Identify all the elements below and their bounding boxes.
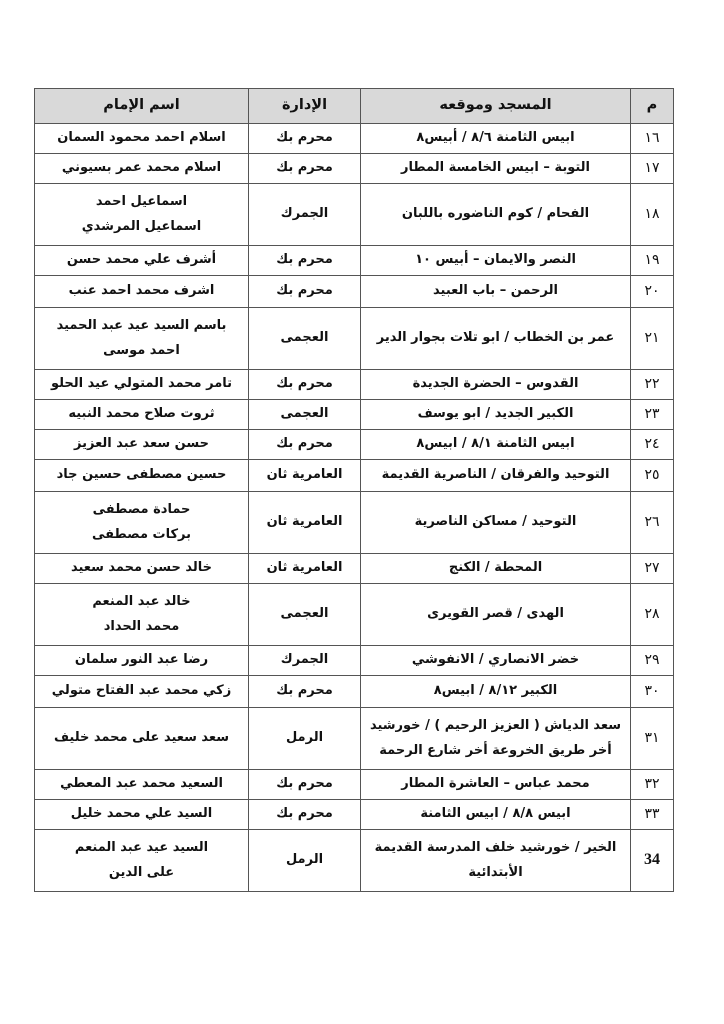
administration-cell: محرم بك (249, 276, 361, 308)
administration-cell: الرمل (249, 830, 361, 892)
table-header-row (35, 89, 674, 124)
imam-name: سعد سعيد على محمد خليف (53, 730, 230, 746)
table-row (35, 676, 674, 708)
mosque-cell (361, 708, 631, 770)
mosque-text: سعد الدياش ( العزيز الرحيم ) / خورشيد (369, 717, 622, 733)
imam-name: على الدين (108, 864, 175, 880)
mosque-cell (361, 124, 631, 154)
mosque-cell (361, 154, 631, 184)
row-number: ٢٤ (631, 430, 674, 460)
imam-cell (35, 770, 249, 800)
table-row (35, 246, 674, 276)
imam-name: رضا عبد النور سلمان (74, 652, 209, 668)
mosque-cell (361, 430, 631, 460)
imam-cell (35, 276, 249, 308)
imam-name: اسماعيل احمد (95, 193, 188, 209)
imam-name: تامر محمد المتولي عيد الحلو (50, 376, 233, 392)
mosque-text: التوحيد / مساكن الناصرية (414, 514, 577, 530)
mosque-text: محمد عباس – العاشرة المطار (401, 776, 590, 792)
imam-name: ثروت صلاح محمد النبيه (68, 406, 215, 422)
row-number: ١٨ (631, 184, 674, 246)
imam-name: السعيد محمد عبد المعطي (60, 776, 223, 792)
imam-name: حسين مصطفى حسين جاد (56, 467, 227, 483)
imam-name: اشرف محمد احمد عنب (68, 283, 215, 299)
administration-cell: العامرية ثان (249, 554, 361, 584)
imam-cell (35, 492, 249, 554)
table-row (35, 308, 674, 370)
administration-cell: العجمى (249, 308, 361, 370)
table-row (35, 400, 674, 430)
imam-name: بركات مصطفى (91, 526, 192, 542)
row-number: ٣٣ (631, 800, 674, 830)
table-row (35, 708, 674, 770)
imam-name: اسلام احمد محمود السمان (57, 130, 226, 146)
row-number: ٢٠ (631, 276, 674, 308)
row-number: ٢٧ (631, 554, 674, 584)
mosque-cell (361, 276, 631, 308)
imam-cell (35, 184, 249, 246)
row-number: ٢٢ (631, 370, 674, 400)
table-row (35, 584, 674, 646)
mosque-cell (361, 770, 631, 800)
table-row (35, 770, 674, 800)
administration-cell: محرم بك (249, 676, 361, 708)
header-num: م (631, 89, 674, 124)
row-number: ٣٢ (631, 770, 674, 800)
imam-cell (35, 400, 249, 430)
mosque-text: الخير / خورشيد خلف المدرسة القديمة (374, 839, 617, 855)
table-row (35, 830, 674, 892)
table-row (35, 184, 674, 246)
mosque-cell (361, 646, 631, 676)
administration-cell: محرم بك (249, 800, 361, 830)
administration-cell: العامرية ثان (249, 492, 361, 554)
row-number: ٢٦ (631, 492, 674, 554)
administration-cell: محرم بك (249, 154, 361, 184)
mosque-text: الكبير الجديد / ابو يوسف (417, 406, 574, 422)
imam-cell (35, 800, 249, 830)
imam-cell (35, 154, 249, 184)
imam-cell (35, 830, 249, 892)
imam-name: اسماعيل المرشدي (81, 218, 202, 234)
imam-name: خالد حسن محمد سعيد (70, 560, 213, 576)
mosque-cell (361, 554, 631, 584)
mosque-text: الأبتدائية (468, 864, 523, 880)
imam-name: محمد الحداد (103, 618, 180, 634)
mosque-text: ابيس ٨/٨ / ابيس الثامنة (420, 806, 571, 822)
row-number: 34 (631, 830, 674, 892)
mosque-text: أخر طريق الخروعة أخر شارع الرحمة (379, 742, 612, 758)
mosque-text: التوبة – ابيس الخامسة المطار (400, 160, 590, 176)
imam-cell (35, 124, 249, 154)
mosque-cell (361, 246, 631, 276)
imam-name: السيد علي محمد خليل (70, 806, 213, 822)
imam-cell (35, 460, 249, 492)
mosque-text: الفحام / كوم الناضوره باللبان (401, 206, 590, 222)
imam-cell (35, 676, 249, 708)
imam-cell (35, 370, 249, 400)
row-number: ٣٠ (631, 676, 674, 708)
table-row (35, 460, 674, 492)
row-number: ٢١ (631, 308, 674, 370)
imam-name: حمادة مصطفى (92, 501, 191, 517)
table-row (35, 430, 674, 460)
table-row (35, 276, 674, 308)
imam-name: حسن سعد عبد العزيز (74, 436, 209, 452)
imam-name: خالد عبد المنعم (92, 593, 191, 609)
row-number: ٢٥ (631, 460, 674, 492)
imam-cell (35, 554, 249, 584)
imam-name: باسم السيد عيد عبد الحميد (56, 317, 227, 333)
mosque-text: ابيس الثامنة ٨/٦ / أبيس٨ (416, 130, 575, 146)
mosque-cell (361, 676, 631, 708)
mosques-table (34, 88, 674, 892)
mosque-cell (361, 308, 631, 370)
header-imam: اسم الإمام (35, 89, 249, 124)
mosque-text: عمر بن الخطاب / ابو تلات بجوار الدير (376, 330, 615, 346)
mosque-cell (361, 370, 631, 400)
mosque-text: القدوس – الحضرة الجديدة (412, 376, 579, 392)
imam-cell (35, 430, 249, 460)
administration-cell: الجمرك (249, 184, 361, 246)
administration-cell: العجمى (249, 584, 361, 646)
mosque-text: النصر والايمان – أبيس ١٠ (415, 252, 576, 268)
imam-cell (35, 308, 249, 370)
header-admin: الإدارة (249, 89, 361, 124)
imam-cell (35, 584, 249, 646)
table-row (35, 370, 674, 400)
administration-cell: محرم بك (249, 430, 361, 460)
table-row (35, 492, 674, 554)
row-number: ١٧ (631, 154, 674, 184)
row-number: ٣١ (631, 708, 674, 770)
mosque-text: الكبير ٨/١٢ / ابيس٨ (433, 683, 558, 699)
imam-cell (35, 246, 249, 276)
table-row (35, 800, 674, 830)
mosque-cell (361, 830, 631, 892)
mosque-cell (361, 184, 631, 246)
imam-cell (35, 646, 249, 676)
imam-name: احمد موسى (103, 342, 180, 358)
administration-cell: محرم بك (249, 124, 361, 154)
administration-cell: الجمرك (249, 646, 361, 676)
mosque-cell (361, 400, 631, 430)
mosque-text: الرحمن – باب العبيد (433, 283, 558, 299)
mosque-cell (361, 800, 631, 830)
mosque-cell (361, 492, 631, 554)
mosque-text: التوحيد والفرقان / الناصرية القديمة (381, 467, 610, 483)
imam-name: السيد عيد عبد المنعم (74, 839, 209, 855)
table-row (35, 124, 674, 154)
administration-cell: الرمل (249, 708, 361, 770)
table-row (35, 154, 674, 184)
mosque-text: خضر الانصاري / الانفوشي (411, 652, 580, 668)
administration-cell: محرم بك (249, 770, 361, 800)
imam-cell (35, 708, 249, 770)
mosque-text: الهدى / قصر القويرى (427, 606, 564, 622)
imam-name: زكي محمد عبد الفتاح متولي (51, 683, 232, 699)
row-number: ٢٣ (631, 400, 674, 430)
imam-name: اسلام محمد عمر بسيوني (61, 160, 222, 176)
administration-cell: العجمى (249, 400, 361, 430)
administration-cell: محرم بك (249, 370, 361, 400)
mosque-text: المحطة / الكنج (448, 560, 543, 576)
administration-cell: محرم بك (249, 246, 361, 276)
row-number: ١٦ (631, 124, 674, 154)
row-number: ١٩ (631, 246, 674, 276)
header-mosque: المسجد وموقعه (361, 89, 631, 124)
mosque-cell (361, 460, 631, 492)
mosque-text: ابيس الثامنة ٨/١ / ابيس٨ (416, 436, 575, 452)
table-row (35, 646, 674, 676)
mosque-cell (361, 584, 631, 646)
administration-cell: العامرية ثان (249, 460, 361, 492)
row-number: ٢٩ (631, 646, 674, 676)
imam-name: أشرف علي محمد حسن (66, 252, 217, 268)
row-number: ٢٨ (631, 584, 674, 646)
table-row (35, 554, 674, 584)
table-body (35, 124, 674, 892)
